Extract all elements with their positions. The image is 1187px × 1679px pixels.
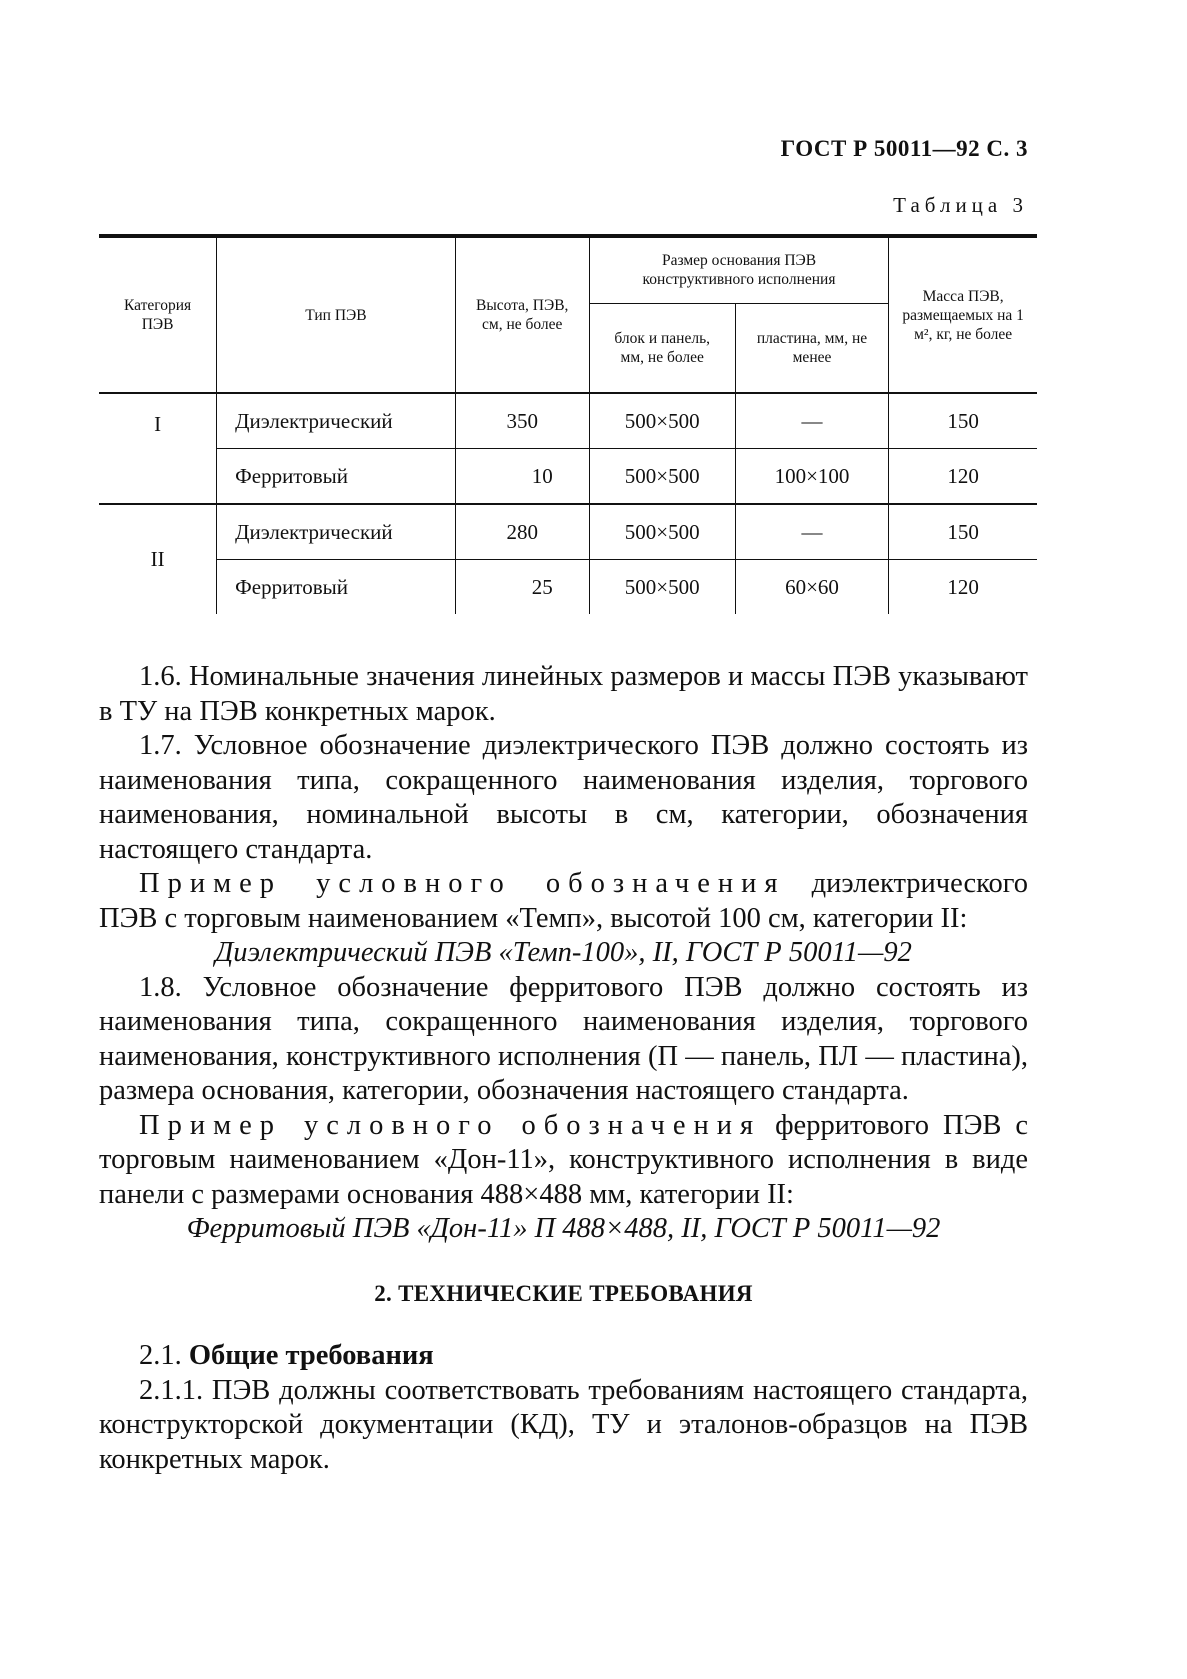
subsection-number: 2.1. — [139, 1340, 182, 1371]
body-text — [99, 660, 1028, 1477]
subsection-title: Общие требования — [188, 1340, 434, 1371]
plate-cell: — — [735, 504, 889, 560]
paragraph-1-6: 1.6. Номинальные значения линейных размеров и массы ПЭВ указывают в ТУ на ПЭВ конкретных марок. — [99, 661, 1028, 727]
height-cell: 10 — [455, 449, 589, 505]
header-height: Высота, ПЭВ, см, не более — [455, 236, 589, 393]
header-category: Категория ПЭВ — [99, 236, 217, 393]
header-block-panel: блок и панель, мм, не более — [589, 303, 735, 393]
category-cell: I — [99, 393, 217, 504]
example-label: Пример условного обозначения — [139, 1109, 762, 1141]
type-cell: Ферритовый — [217, 560, 456, 615]
example-label: Пример условного обозначения — [139, 868, 786, 899]
example-2-designation: Ферритовый ПЭВ «Дон-11» П 488×488, II, ГОСТ Р 50011—92 — [186, 1213, 941, 1244]
height-cell: 350 — [455, 393, 589, 449]
mass-cell: 120 — [889, 449, 1037, 505]
paragraph-1-8: 1.8. Условное обозначение ферритового ПЭВ должно состоять из наименования типа, сокращенного наименования изделия, торгового наименования, конструктивного исполнения (П — панель, ПЛ — пластина), размера основания, категории, обозначения настоящего стандарта. — [99, 971, 1028, 1106]
plate-cell: 60×60 — [735, 560, 889, 615]
block-cell: 500×500 — [589, 449, 735, 505]
header-mass: Масса ПЭВ, размещаемых на 1 м², кг, не более — [889, 236, 1037, 393]
example-text: ферритового ПЭВ с торговым наименованием «Дон-11», конструктивного исполнения в виде панели с размерами основания 488×488 мм, категории II: — [99, 1109, 1028, 1210]
type-cell: Диэлектрический — [217, 393, 456, 449]
block-cell: 500×500 — [589, 393, 735, 449]
header-plate: пластина, мм, не менее — [735, 303, 889, 393]
height-cell: 280 — [455, 504, 589, 560]
table-row — [99, 449, 1037, 505]
header-type: Тип ПЭВ — [217, 236, 456, 393]
table-caption: Таблица 3 — [893, 193, 1028, 217]
mass-cell: 150 — [889, 393, 1037, 449]
example-1-designation: Диэлектрический ПЭВ «Темп-100», II, ГОСТ Р 50011—92 — [215, 937, 912, 968]
type-cell: Ферритовый — [217, 449, 456, 505]
table-row — [99, 393, 1037, 449]
table-row — [99, 560, 1037, 615]
height-cell: 25 — [455, 560, 589, 615]
paragraph-2-1-1: 2.1.1. ПЭВ должны соответствовать требованиям настоящего стандарта, конструкторской документации (КД), ТУ и эталонов-образцов на ПЭВ конкретных марок. — [99, 1374, 1028, 1475]
mass-cell: 120 — [889, 560, 1037, 615]
table-row — [99, 504, 1037, 560]
page-header: ГОСТ Р 50011—92 С. 3 — [780, 136, 1028, 161]
subsection-2-1 — [99, 1339, 1028, 1374]
example-1 — [99, 867, 1028, 936]
header-base-size: Размер основания ПЭВ конструктивного исполнения — [589, 236, 889, 303]
table-3 — [99, 234, 1037, 614]
plate-cell: 100×100 — [735, 449, 889, 505]
example-2 — [99, 1109, 1028, 1213]
block-cell: 500×500 — [589, 504, 735, 560]
category-cell: II — [99, 504, 217, 614]
plate-cell: — — [735, 393, 889, 449]
mass-cell: 150 — [889, 504, 1037, 560]
example-text: диэлектрического ПЭВ с торговым наименованием «Темп», высотой 100 см, категории II: — [99, 868, 1028, 934]
section-title: 2. ТЕХНИЧЕСКИЕ ТРЕБОВАНИЯ — [374, 1280, 753, 1306]
block-cell: 500×500 — [589, 560, 735, 615]
paragraph-1-7: 1.7. Условное обозначение диэлектрического ПЭВ должно состоять из наименования типа, сокращенного наименования изделия, торгового наименования, номинальной высоты в см, категории, обозначения настоящего стандарта. — [99, 730, 1028, 865]
type-cell: Диэлектрический — [217, 504, 456, 560]
